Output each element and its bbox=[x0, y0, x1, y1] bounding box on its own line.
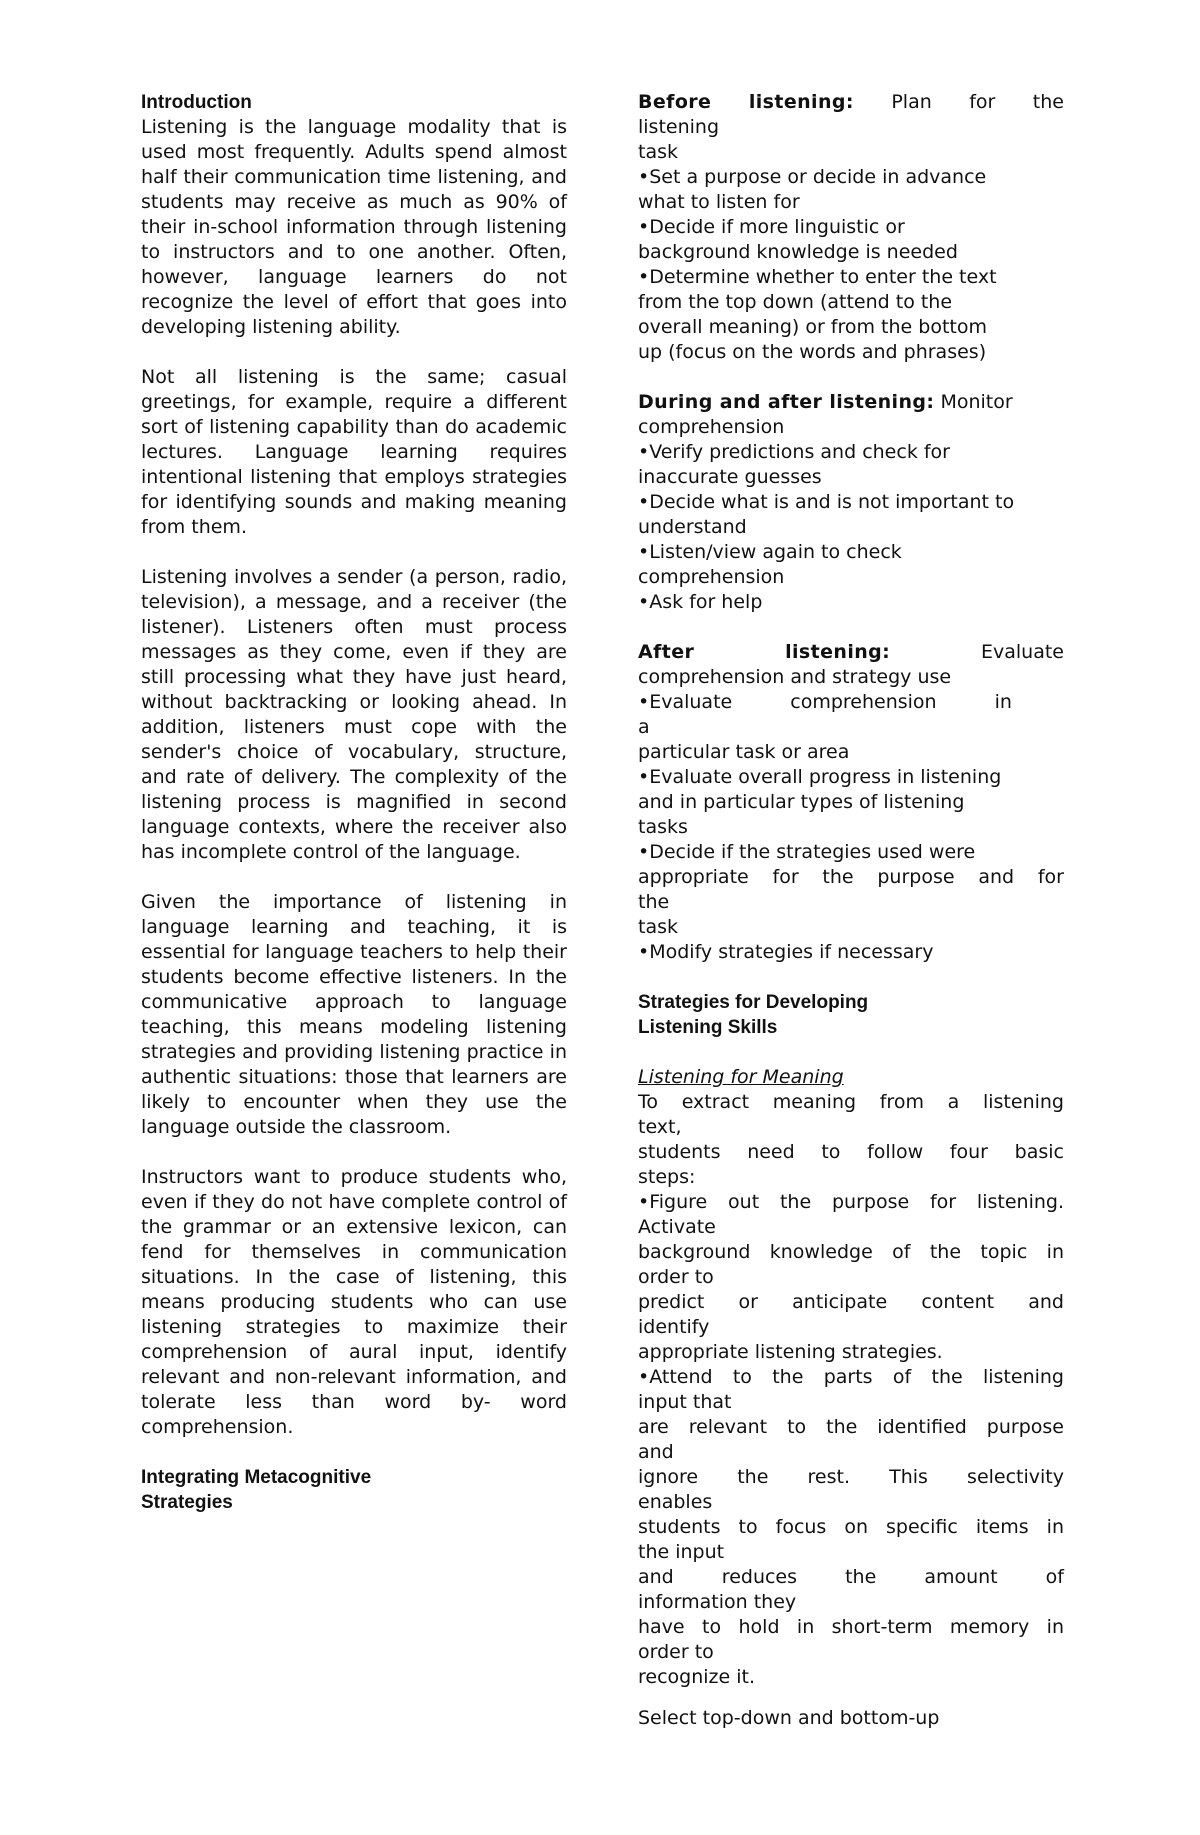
right-column bbox=[638, 90, 1064, 1731]
bullet-line: •Attend to the parts of the listening bbox=[638, 1366, 1064, 1388]
for-word: for bbox=[969, 91, 996, 113]
text-line: order to bbox=[638, 1266, 714, 1288]
listening-for-meaning-subheading: Listening for Meaning bbox=[638, 1066, 844, 1088]
after-listening-lead-line bbox=[638, 640, 1064, 665]
text-line: appropriate for the purpose and for bbox=[638, 866, 1064, 888]
during-listening-block bbox=[638, 390, 1064, 615]
plan-word: Plan bbox=[891, 91, 932, 113]
evaluate-word: Evaluate bbox=[980, 641, 1064, 663]
meaning-lines bbox=[638, 1090, 1064, 1690]
before-listening-lead-line bbox=[638, 90, 1064, 115]
bullet-line bbox=[638, 690, 1064, 740]
strategies-heading-line-2: Listening Skills bbox=[638, 1017, 778, 1038]
the-word: the bbox=[1032, 91, 1064, 113]
intro-paragraph-2: Not all listening is the same; casual greetings, for example, require a different sort of listening capability than do academic lectures. Language learning requires intentional listening that employs strategies for identifying sounds and making meaning from them. bbox=[141, 366, 567, 538]
text-line: appropriate listening strategies. bbox=[638, 1341, 943, 1363]
intro-paragraph-3: Listening involves a sender (a person, radio, television), a message, and a receiver (the listener). Listeners often must process messages as they come, even if they are still processing what they have just heard, without backtracking or looking ahead. In addition, listeners must cope with the sender's choice of vocabulary, structure, and rate of delivery. The complexity of the listening process is magnified in second language contexts, where the receiver also has incomplete control of the language. bbox=[141, 566, 567, 863]
text-line: recognize it. bbox=[638, 1666, 756, 1688]
metacognitive-heading bbox=[141, 1465, 567, 1515]
before-word: Before bbox=[638, 91, 712, 113]
text-line: and in particular types of listening bbox=[638, 791, 965, 813]
text-line: listening bbox=[638, 116, 720, 138]
text-line: predict or anticipate content and bbox=[638, 1291, 1064, 1313]
text-line: comprehension and strategy use bbox=[638, 666, 952, 688]
last-line: Select top-down and bottom-up bbox=[638, 1707, 940, 1729]
bullet-text: •Evaluate comprehension in a bbox=[638, 691, 1012, 738]
listening-word: listening: bbox=[748, 91, 854, 113]
intro-paragraph-1: Listening is the language modality that is used most frequently. Adults spend almost half their communication time listening, and students may receive as much as 90% of their in-school information through listening to instructors and to one another. Often, however, language learners do not recognize the level of effort that goes into developing listening ability. bbox=[141, 116, 567, 338]
intro-paragraph-4: Given the importance of listening in language learning and teaching, it is essential for language teachers to help their students become effective listeners. In the communicative approach to language teaching, this means modeling listening strategies and providing listening practice in authentic situations: those that learners are likely to encounter when they use the language outside the classroom. bbox=[141, 891, 567, 1138]
before-listening-block bbox=[638, 90, 1064, 365]
text-line: tasks bbox=[638, 816, 688, 838]
text-line: Activate bbox=[638, 1216, 716, 1238]
text-line: steps: bbox=[638, 1166, 696, 1188]
text-line: overall meaning) or from the bottom bbox=[638, 316, 987, 338]
text-line: students to focus on specific items in bbox=[638, 1516, 1064, 1538]
text-line: have to hold in short-term memory in bbox=[638, 1616, 1064, 1638]
strategies-heading bbox=[638, 990, 1064, 1040]
text-line: information they bbox=[638, 1591, 797, 1613]
text-line: students need to follow four basic bbox=[638, 1141, 1064, 1163]
text-line: what to listen for bbox=[638, 191, 800, 213]
text-line: enables bbox=[638, 1491, 713, 1513]
strategies-heading-line-1: Strategies for Developing bbox=[638, 992, 869, 1013]
text-line: and bbox=[638, 1441, 674, 1463]
bullet-line: •Modify strategies if necessary bbox=[638, 941, 934, 963]
text-line: order to bbox=[638, 1641, 714, 1663]
monitor-word: Monitor bbox=[934, 391, 1013, 413]
text-line: background knowledge of the topic in bbox=[638, 1241, 1064, 1263]
bullet-line: •Evaluate overall progress in listening bbox=[638, 766, 1002, 788]
bullet-line: •Set a purpose or decide in advance bbox=[638, 166, 987, 188]
listening-word: listening: bbox=[785, 641, 891, 663]
bullet-line: •Listen/view again to check bbox=[638, 541, 902, 563]
text-line: task bbox=[638, 916, 678, 938]
text-line: the bbox=[638, 891, 670, 913]
metacognitive-heading-line-1: Integrating Metacognitive bbox=[141, 1467, 372, 1488]
text-line: background knowledge is needed bbox=[638, 241, 958, 263]
text-line: comprehension bbox=[638, 566, 785, 588]
text-line: particular task or area bbox=[638, 741, 850, 763]
text-line: task bbox=[638, 141, 678, 163]
bullet-line: •Decide what is and is not important to bbox=[638, 491, 1015, 513]
bullet-line: •Verify predictions and check for bbox=[638, 441, 950, 463]
text-line: identify bbox=[638, 1316, 710, 1338]
bullet-line: •Decide if more linguistic or bbox=[638, 216, 905, 238]
bullet-line: •Ask for help bbox=[638, 591, 763, 613]
text-line: understand bbox=[638, 516, 747, 538]
during-listening-lead-line bbox=[638, 390, 1064, 415]
text-line: To extract meaning from a listening bbox=[638, 1091, 1064, 1113]
text-line: text, bbox=[638, 1116, 682, 1138]
bullet-line: •Figure out the purpose for listening. bbox=[638, 1191, 1064, 1213]
during-lead: During and after listening: bbox=[638, 391, 935, 413]
after-word: After bbox=[638, 641, 695, 663]
bullet-line: •Decide if the strategies used were bbox=[638, 841, 976, 863]
listening-for-meaning-section bbox=[638, 1065, 1064, 1731]
text-line: up (focus on the words and phrases) bbox=[638, 341, 987, 363]
metacognitive-heading-line-2: Strategies bbox=[141, 1492, 233, 1513]
bullet-line: •Determine whether to enter the text bbox=[638, 266, 997, 288]
after-listening-block bbox=[638, 640, 1064, 965]
introduction-heading: Introduction bbox=[141, 92, 252, 113]
left-column bbox=[141, 90, 567, 1515]
text-line: are relevant to the identified purpose bbox=[638, 1416, 1064, 1438]
text-line: from the top down (attend to the bbox=[638, 291, 953, 313]
text-line: ignore the rest. This selectivity bbox=[638, 1466, 1064, 1488]
text-line: input that bbox=[638, 1391, 732, 1413]
text-line: and reduces the amount of bbox=[638, 1566, 1064, 1588]
intro-paragraph-5: Instructors want to produce students who, even if they do not have complete control of the grammar or an extensive lexicon, can fend for themselves in communication situations. In the case of listening, this means producing students who can use listening strategies to maximize their comprehension of aural input, identify relevant and non-relevant information, and tolerate less than word by- word comprehension. bbox=[141, 1166, 567, 1438]
text-line: the input bbox=[638, 1541, 725, 1563]
text-line: inaccurate guesses bbox=[638, 466, 822, 488]
text-line: comprehension bbox=[638, 416, 785, 438]
